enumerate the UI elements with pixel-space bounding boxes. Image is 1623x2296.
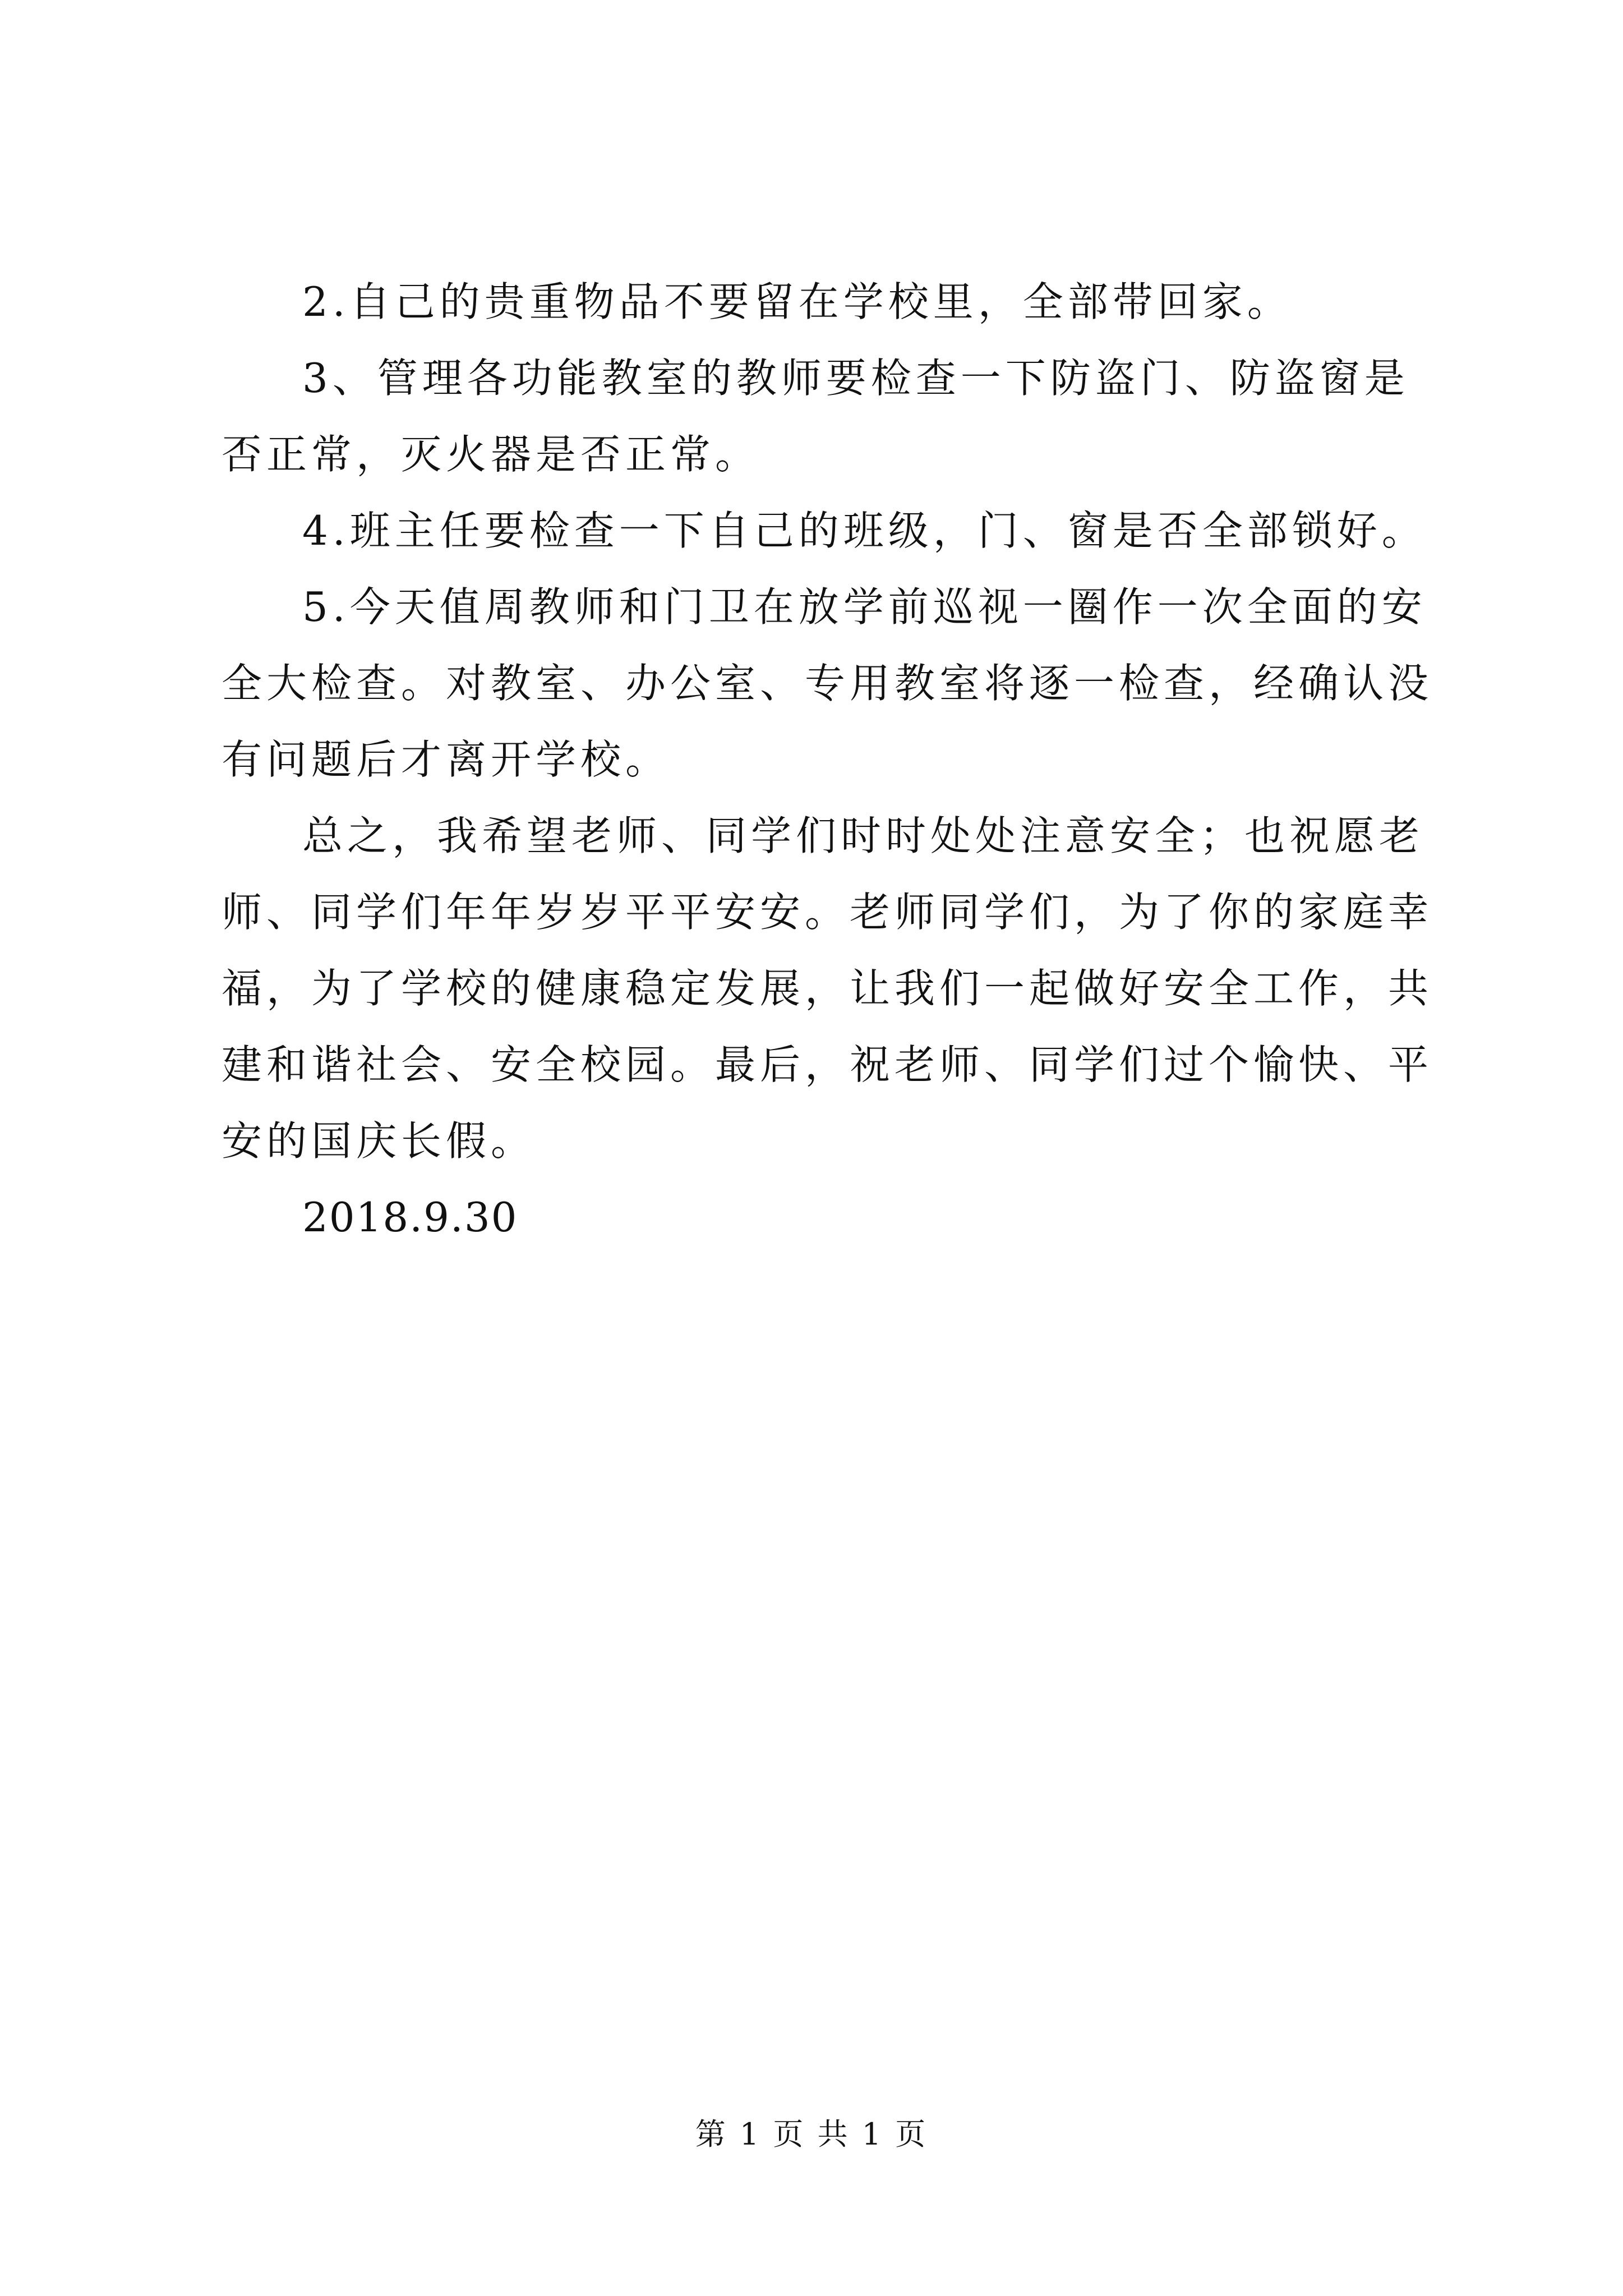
document-date: 2018.9.30 <box>302 1194 518 1241</box>
paragraph-item-3: 3、管理各功能教室的教师要检查一下防盗门、防盗窗是否正常，灭火器是否正常。 <box>222 355 1409 478</box>
document-body <box>222 264 1433 1255</box>
page-number-footer: 第 1 页 共 1 页 <box>695 2116 928 2152</box>
paragraph-item-5: 5.今天值周教师和门卫在放学前巡视一圈作一次全面的安全大检查。对教室、办公室、专用教室将逐一检查，经确认没有问题后才离开学校。 <box>222 583 1433 783</box>
paragraph-item-2: 2.自己的贵重物品不要留在学校里，全部带回家。 <box>302 278 1292 325</box>
paragraph-item-4: 4.班主任要检查一下自己的班级，门、窗是否全部锁好。 <box>302 507 1427 554</box>
paragraph-conclusion: 总之，我希望老师、同学们时时处处注意安全；也祝愿老师、同学们年年岁岁平平安安。老师同学们，为了你的家庭幸福，为了学校的健康稳定发展，让我们一起做好安全工作，共建和谐社会、安全校园。最后，祝老师、同学们过个愉快、平安的国庆长假。 <box>222 812 1433 1165</box>
